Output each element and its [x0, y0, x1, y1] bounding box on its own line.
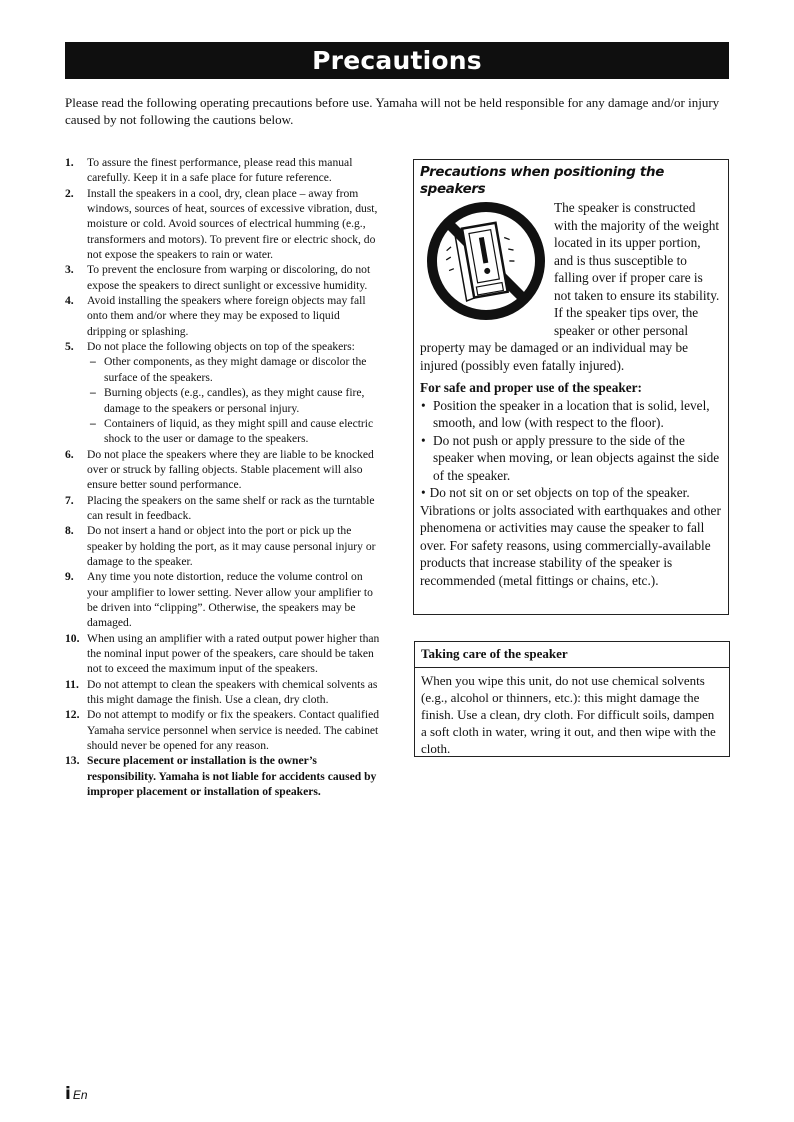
list-item [65, 569, 381, 630]
list-item [65, 262, 381, 293]
dash-marker: – [90, 386, 96, 400]
item-text: To prevent the enclosure from warping or discoloring, do not expose the speakers to direct sunlight or excessive humidity. [87, 263, 371, 292]
item-number: 3. [65, 263, 74, 277]
page-number: i [65, 1084, 71, 1104]
item-number: 5. [65, 340, 74, 354]
list-item [65, 155, 381, 186]
bullet-text: Do not push or apply pressure to the side of the speaker when moving, or lean objects against the side of the speaker. [433, 432, 720, 483]
list-item [65, 523, 381, 569]
item-number: 2. [65, 186, 74, 200]
divider [415, 667, 729, 668]
item-text: Any time you note distortion, reduce the volume control on your amplifier to lower setting. Never allow your amplifier to be driven into “clipping”. Otherwise, the speakers may be damaged. [87, 570, 373, 630]
list-item [65, 677, 381, 708]
sub-item-text: Containers of liquid, as they might spill and cause electric shock to the user or damage to the speakers. [104, 416, 374, 446]
list-item [420, 432, 722, 485]
safe-use-heading: For safe and proper use of the speaker: [420, 380, 642, 395]
page-title: Precautions [65, 42, 729, 79]
positioning-precautions-box [413, 159, 729, 615]
item-text: Install the speakers in a cool, dry, clean place – away from windows, sources of heat, sources of excessive vibration, dust, moisture or cold. Avoid sources of electrical humming (e.g., transformers and motors). To prevent fire or electric shock, do not expose the speakers to rain or water. [87, 186, 378, 262]
item-number: 11. [65, 677, 79, 691]
item-number: 1. [65, 156, 74, 169]
item-number: 7. [65, 493, 74, 507]
item-text: Do not insert a hand or object into the port or pick up the speaker by holding the port, as it may cause personal injury or damage to the speaker. [87, 524, 376, 568]
bullet-marker: • [421, 432, 426, 448]
list-item [65, 631, 381, 677]
item-number: 8. [65, 524, 74, 538]
item-number: 4. [65, 294, 74, 308]
list-item [65, 447, 381, 493]
list-item [420, 397, 722, 432]
care-heading: Taking care of the speaker [421, 646, 568, 661]
speaker-tipping-warning-icon [420, 199, 552, 324]
item-text: When using an amplifier with a rated output power higher than the nominal input power of the speakers, care should be taken not to exceed the maximum input of the speakers. [87, 631, 380, 676]
positioning-heading: Precautions when positioning the speakers [420, 165, 664, 197]
dash-marker: – [90, 355, 96, 369]
item-number: 13. [65, 754, 80, 768]
sub-item-text: Other components, as they might damage or discolor the surface of the speakers. [104, 355, 367, 384]
item-number: 9. [65, 570, 74, 584]
list-item [65, 707, 381, 753]
care-text: When you wipe this unit, do not use chemical solvents (e.g., alcohol or thinners, etc.): this might damage the finish. Use a clean, dry cloth. For difficult soils, dampen a soft cloth in water, wring it out, and then wipe with the cloth. [421, 673, 716, 756]
bullet-text: Position the speaker in a location that is solid, level, smooth, and low (with respect to the floor). [433, 397, 710, 430]
sub-list-item [87, 385, 381, 416]
item-text: Secure placement or installation is the owner’s responsibility. Yamaha is not liable for accidents caused by improper placement or installation of speakers. [87, 754, 377, 799]
positioning-body: The speaker is constructed with the majority of the weight located in its upper portion, and is thus susceptible to falling over if proper care is not taken to ensure its stability. If the speaker tips over, the speaker or other personal property may be damaged or an individual may be injured (possibly even fatally injured). [420, 200, 720, 373]
bullet-marker: • [421, 397, 426, 413]
item-number: 10. [65, 631, 80, 645]
care-box [414, 641, 730, 757]
dash-marker: – [90, 416, 96, 430]
item-text: Placing the speakers on the same shelf or rack as the turntable can result in feedback. [87, 493, 375, 522]
last-bullet-paragraph [420, 484, 722, 589]
list-item [65, 493, 381, 524]
list-item [65, 293, 381, 339]
intro-paragraph: Please read the following operating precautions before use. Yamaha will not be held responsible for any damage and/or injury caused by not following the cautions below. [65, 95, 720, 127]
page-footer [65, 1084, 88, 1104]
item-text: Do not attempt to modify or fix the speakers. Contact qualified Yamaha service personnel when service is needed. The cabinet should never be opened for any reason. [87, 708, 380, 753]
sub-list-item [87, 354, 381, 385]
item-number: 6. [65, 447, 74, 461]
sub-item-text: Burning objects (e.g., candles), as they might cause fire, damage to the speakers or personal injury. [104, 386, 365, 415]
sub-list [87, 354, 381, 446]
list-item [65, 186, 381, 263]
sub-list-item [87, 416, 381, 447]
bullet-marker: • [421, 485, 426, 500]
safe-use-list [420, 397, 722, 485]
item-text: Do not attempt to clean the speakers with chemical solvents as this might damage the finish. Use a clean, dry cloth. [87, 677, 378, 707]
list-item [65, 753, 381, 799]
list-item [65, 339, 381, 446]
language-code: En [72, 1088, 88, 1102]
item-text: To assure the finest performance, please read this manual carefully. Keep it in a safe place for future reference. [87, 156, 353, 185]
item-text: Avoid installing the speakers where foreign objects may fall onto them and/or where they may be exposed to liquid dripping or splashing. [87, 294, 366, 338]
item-text: Do not place the following objects on top of the speakers: [87, 340, 355, 354]
item-text: Do not place the speakers where they are liable to be knocked over or struck by falling objects. Stable placement will also ensure better sound performance. [87, 447, 374, 492]
bullet-text: Do not sit on or set objects on top of the speaker. Vibrations or jolts associated with earthquakes and other phenomena or activities may cause the speaker to fall over. For safety reasons, using commercially-available products that increase stability of the speaker is recommended (metal fittings or chains, etc.). [420, 485, 721, 588]
item-number: 12. [65, 708, 80, 722]
precaution-list [65, 155, 381, 799]
